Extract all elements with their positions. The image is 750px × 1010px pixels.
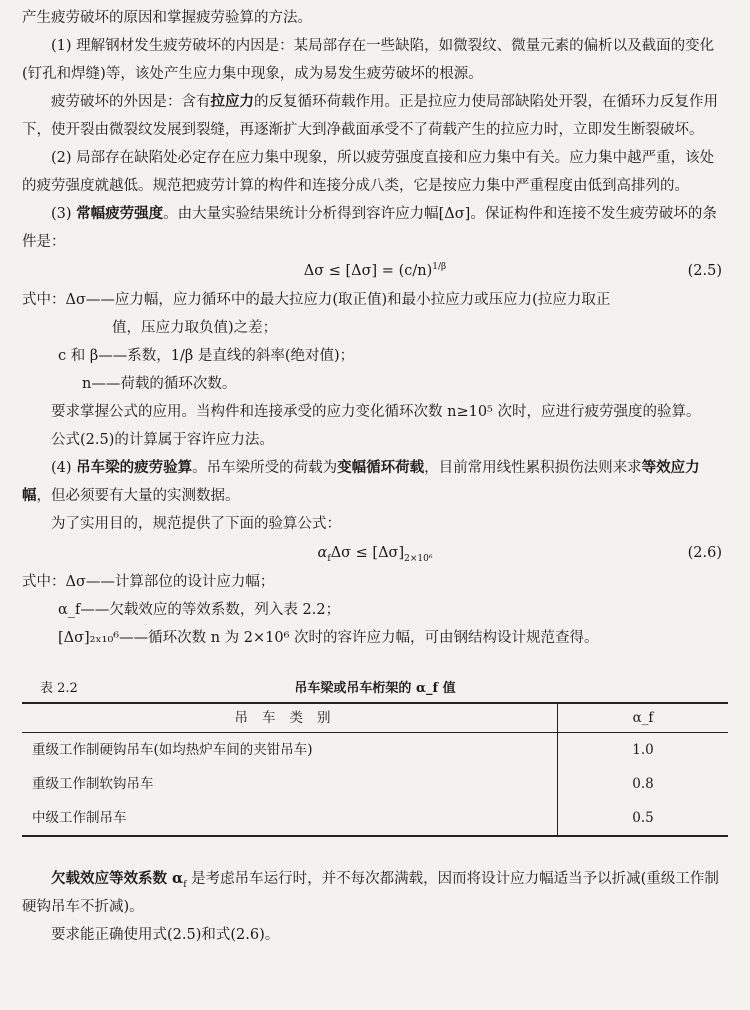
table-col-crane-type: 吊车类别 xyxy=(22,703,558,733)
bold-constant-fatigue: 常幅疲劳强度 xyxy=(76,205,164,222)
paragraph-crane-fatigue: (4) 吊车梁的疲劳验算。吊车梁所受的荷载为变幅循环荷载，目前常用线性累积损伤法则来求等效应力幅，但必须要有大量的实测数据。 xyxy=(22,459,700,504)
table-cell: 0.5 xyxy=(558,801,729,836)
table-cell: 中级工作制吊车 xyxy=(22,801,558,836)
equation-2-5-body: Δσ ≤ [Δσ] = (c/n) xyxy=(303,263,433,279)
table-caption: 吊车梁或吊车桁架的 α_f 值 xyxy=(294,681,456,696)
paragraph-constant-amplitude: (3) 常幅疲劳强度。由大量实验结果统计分析得到容许应力幅[Δσ]。保证构件和连接不发生疲劳破坏的条件是： xyxy=(22,205,717,250)
equation-2-6-number: (2.6) xyxy=(687,545,722,561)
equation-2-5 xyxy=(22,256,728,286)
bold-equivalent-amplitude: 等效应力幅 xyxy=(22,459,700,504)
paragraph-stress-concentration: (2) 局部存在缺陷处必定存在应力集中现象，所以疲劳强度直接和应力集中有关。应力集中越严重，该处的疲劳强度就越低。规范把疲劳计算的构件和连接分成八类，它是按应力集中严重程度由低到高排列的。 xyxy=(22,150,715,194)
where-design-amplitude: 式中：Δσ——计算部位的设计应力幅； xyxy=(22,574,275,590)
where-delta-sigma-cont: 值，压应力取负值)之差； xyxy=(112,320,278,336)
paragraph-internal-cause: (1) 理解钢材发生疲劳破坏的内因是：某局部存在一些缺陷，如微裂纹、微量元素的偏析以及截面的变化(钉孔和焊缝)等，该处产生应力集中现象，成为易发生疲劳破坏的根源。 xyxy=(22,38,715,82)
paragraph-external-cause: 疲劳破坏的外因是：含有拉应力的反复循环荷载作用。正是拉应力使局部缺陷处开裂，在循环力反复作用下，使开裂由微裂纹发展到裂缝，再逐渐扩大到净截面承受不了荷载产生的拉应力时，立即发生断裂破坏。 xyxy=(22,93,718,138)
table-col-alpha: α_f xyxy=(558,703,729,733)
table-cell: 0.8 xyxy=(558,767,729,801)
paragraph-allowable-method: 公式(2.5)的计算属于容许应力法。 xyxy=(51,432,274,448)
table-cell: 重级工作制硬钩吊车(如均热炉车间的夹钳吊车) xyxy=(32,742,313,758)
table-row xyxy=(22,801,728,836)
table-cell: 重级工作制软钩吊车 xyxy=(32,776,154,792)
text-line-intro: 产生疲劳破坏的原因和掌握疲劳验算的方法。 xyxy=(22,10,312,26)
where-n: n——荷载的循环次数。 xyxy=(82,376,237,392)
paragraph-requirement: 要求能正确使用式(2.5)和式(2.6)。 xyxy=(51,927,280,943)
paragraph-underload-factor: 欠载效应等效系数 $\alpha_f$ 是考虑吊车运行时，并不每次都满载，因而将设计应力幅适当予以折减(重级工作制硬钩吊车不折减)。 xyxy=(22,870,719,915)
equation-2-6: $\alpha_f\Delta\sigma \le [\Delta\sigma]_{2\times 10^6}$ (2.6) xyxy=(22,538,728,568)
where-alpha-f: α_f——欠载效应的等效系数，列入表 2.2； xyxy=(58,602,341,618)
paragraph-formula-intro: 为了实用目的，规范提供了下面的验算公式： xyxy=(51,516,341,532)
table-cell: 1.0 xyxy=(558,733,729,768)
equation-2-5-exponent: 1/β xyxy=(432,262,447,273)
bold-crane-fatigue: 吊车梁的疲劳验算 xyxy=(76,459,193,476)
equation-2-5-number: (2.5) xyxy=(687,263,722,279)
table-row xyxy=(22,767,728,801)
alpha-f-table xyxy=(22,702,728,837)
where-c-beta: c 和 β——系数，1/β 是直线的斜率(绝对值)； xyxy=(58,348,355,364)
table-row xyxy=(22,733,728,768)
bold-tensile-stress: 拉应力 xyxy=(210,93,254,110)
table-number: 表 2.2 xyxy=(40,681,78,696)
table-header-row xyxy=(22,703,728,733)
where-delta-sigma: 式中：Δσ——应力幅，应力循环中的最大拉应力(取正值)和最小拉应力或压应力(拉应力取正 xyxy=(22,292,611,308)
bold-variable-load: 变幅循环荷载 xyxy=(337,459,425,476)
where-allowable-amplitude: [Δσ]₂ₓ₁₀⁶——循环次数 n 为 2×10⁶ 次时的容许应力幅，可由钢结构设计规范查得。 xyxy=(58,630,599,646)
table-header xyxy=(22,676,728,702)
paragraph-cycle-count: 要求掌握公式的应用。当构件和连接承受的应力变化循环次数 n≥10⁵ 次时，应进行疲劳强度的验算。 xyxy=(51,404,701,420)
